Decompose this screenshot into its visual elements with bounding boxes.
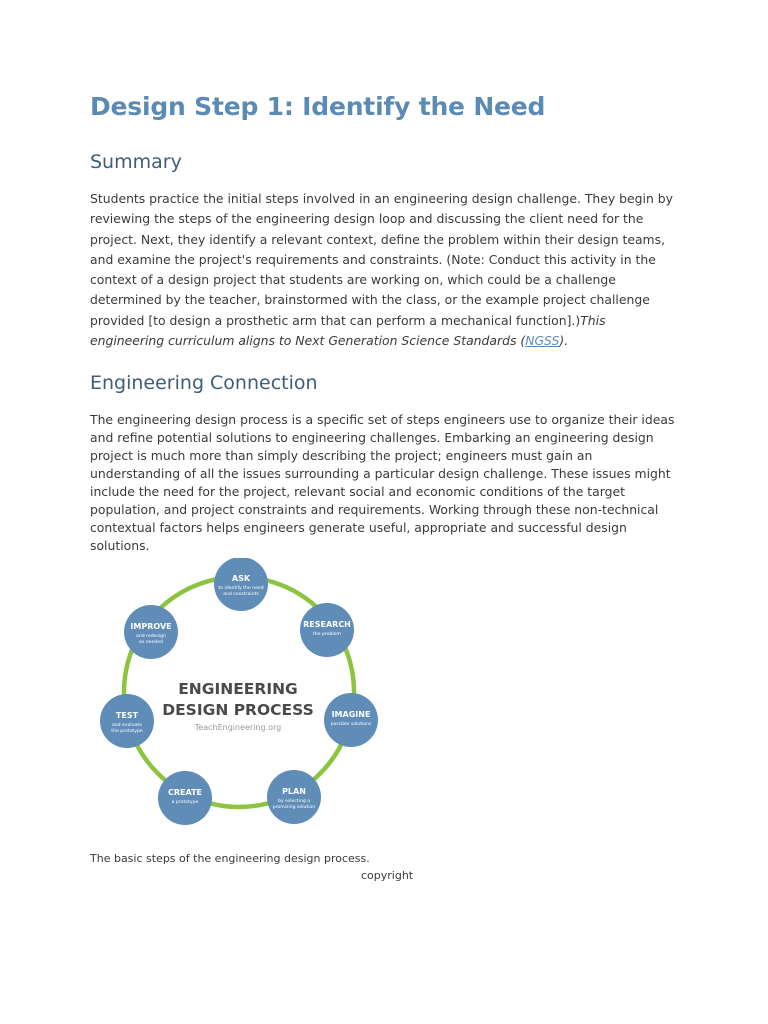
step-circle [158, 771, 212, 825]
step-circle [267, 770, 321, 824]
diagram-center-source: TeachEngineering.org [194, 723, 282, 732]
step-node-improve [124, 605, 178, 659]
step-label: TEST [115, 711, 139, 720]
diagram-center-line2: DESIGN PROCESS [162, 701, 314, 719]
step-label: CREATE [168, 788, 202, 797]
diagram-center-line1: ENGINEERING [178, 680, 298, 698]
summary-heading: Summary [90, 151, 182, 173]
step-circle [300, 603, 354, 657]
step-description: by selecting a [277, 799, 311, 804]
step-description: to identify the need [218, 586, 264, 591]
step-label: ASK [231, 574, 251, 583]
engineering-connection-heading: Engineering Connection [90, 372, 318, 394]
engineering-connection-paragraph: The engineering design process is a specific set of steps engineers use to organize their ideas and refine potential solutions to engineering challenges. Embarking an engineering design project is much more than simply describing the project; engineers must gain an understanding of all the issues surrounding a particular design challenge. These issues might include the need for the project, relevant social and economic conditions of the target population, and project constraints and requirements. Working through these non-technical contextual factors helps engineers generate useful, appropriate and successful design solutions. [90, 412, 675, 553]
step-description: and constraints [223, 592, 259, 597]
ngss-link[interactable]: NGSS [525, 333, 560, 349]
copyright-link[interactable]: copyright [361, 869, 414, 882]
page-title: Design Step 1: Identify the Need [90, 92, 546, 121]
step-description: the prototype [111, 729, 143, 734]
step-circle [324, 693, 378, 747]
ngss-alignment-end: ). [559, 333, 569, 349]
step-label: PLAN [282, 787, 306, 796]
step-description: and redesign [136, 634, 166, 639]
step-label: IMPROVE [130, 622, 172, 631]
summary-paragraph [90, 189, 675, 351]
step-label: RESEARCH [303, 620, 351, 629]
step-description: the problem [312, 632, 342, 637]
summary-text: Students practice the initial steps involved in an engineering design challenge. They begin by reviewing the steps of the engineering design loop and discussing the client need for the project. Next, they identify a relevant context, define the problem within their design teams, and examine the project's requirements and constraints. (Note: Conduct this activity in the context of a design project that students are working on, which could be a challenge determined by the teacher, brainstormed with the class, or the example project challenge provided [to design a prosthetic arm that can perform a mechanical function].) [90, 191, 673, 328]
step-node-imagine [324, 693, 378, 747]
step-description: promising solution [272, 805, 316, 810]
step-description: and evaluate [111, 723, 143, 728]
ngss-alignment-lead: This engineering curriculum aligns to Next Generation Science Standards ( [90, 312, 606, 349]
step-label: IMAGINE [331, 710, 371, 719]
step-node-ask [214, 558, 268, 611]
step-node-research [300, 603, 354, 657]
figure-caption: The basic steps of the engineering design process. [90, 852, 370, 865]
step-circle [214, 558, 268, 611]
step-description: a prototype [171, 800, 199, 805]
step-description: possible solutions [330, 722, 372, 727]
step-node-test [100, 694, 154, 748]
engineering-design-process-diagram [98, 558, 384, 833]
step-node-create [158, 771, 212, 825]
step-node-plan [267, 770, 321, 824]
step-circle [124, 605, 178, 659]
step-description: as needed [139, 640, 163, 645]
step-circle [100, 694, 154, 748]
